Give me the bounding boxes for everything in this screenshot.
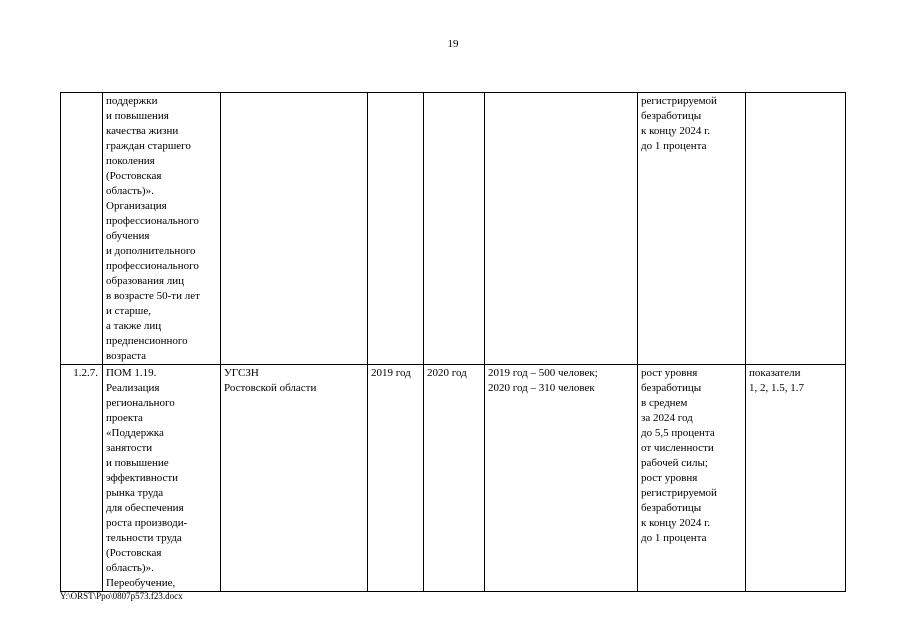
cell-indicators (746, 93, 846, 365)
cell-end-year (424, 93, 485, 365)
footer-file-path: Y:\ORST\Ppo\0807p573.f23.docx (60, 591, 183, 601)
cell-indicators: показатели 1, 2, 1.5, 1.7 (746, 365, 846, 592)
cell-volume: 2019 год – 500 человек; 2020 год – 310 человек (485, 365, 638, 592)
table-row (61, 365, 846, 592)
cell-volume (485, 93, 638, 365)
cell-executor (221, 93, 368, 365)
cell-start-year (368, 93, 424, 365)
cell-number (61, 93, 103, 365)
cell-measure: ПОМ 1.19. Реализация регионального проекта «Поддержка занятости и повышение эффективности рынка труда для обеспечения роста производи- тельности труда (Ростовская область)». Переобучение, (103, 365, 221, 592)
cell-start-year: 2019 год (368, 365, 424, 592)
cell-result: рост уровня безработицы в среднем за 2024 год до 5,5 процента от численности рабочей силы; рост уровня регистрируемой безработицы к концу 2024 г. до 1 процента (638, 365, 746, 592)
cell-measure: поддержки и повышения качества жизни граждан старшего поколения (Ростовская область)». Организация профессионального обучения и дополнительного профессионального образования лиц в возрасте 50-ти лет и старше, а также лиц предпенсионного возраста (103, 93, 221, 365)
cell-result: регистрируемой безработицы к концу 2024 г. до 1 процента (638, 93, 746, 365)
cell-executor: УГСЗН Ростовской области (221, 365, 368, 592)
measures-table (60, 92, 846, 592)
cell-number: 1.2.7. (61, 365, 103, 592)
page-number: 19 (447, 38, 459, 50)
table-row (61, 93, 846, 365)
cell-end-year: 2020 год (424, 365, 485, 592)
